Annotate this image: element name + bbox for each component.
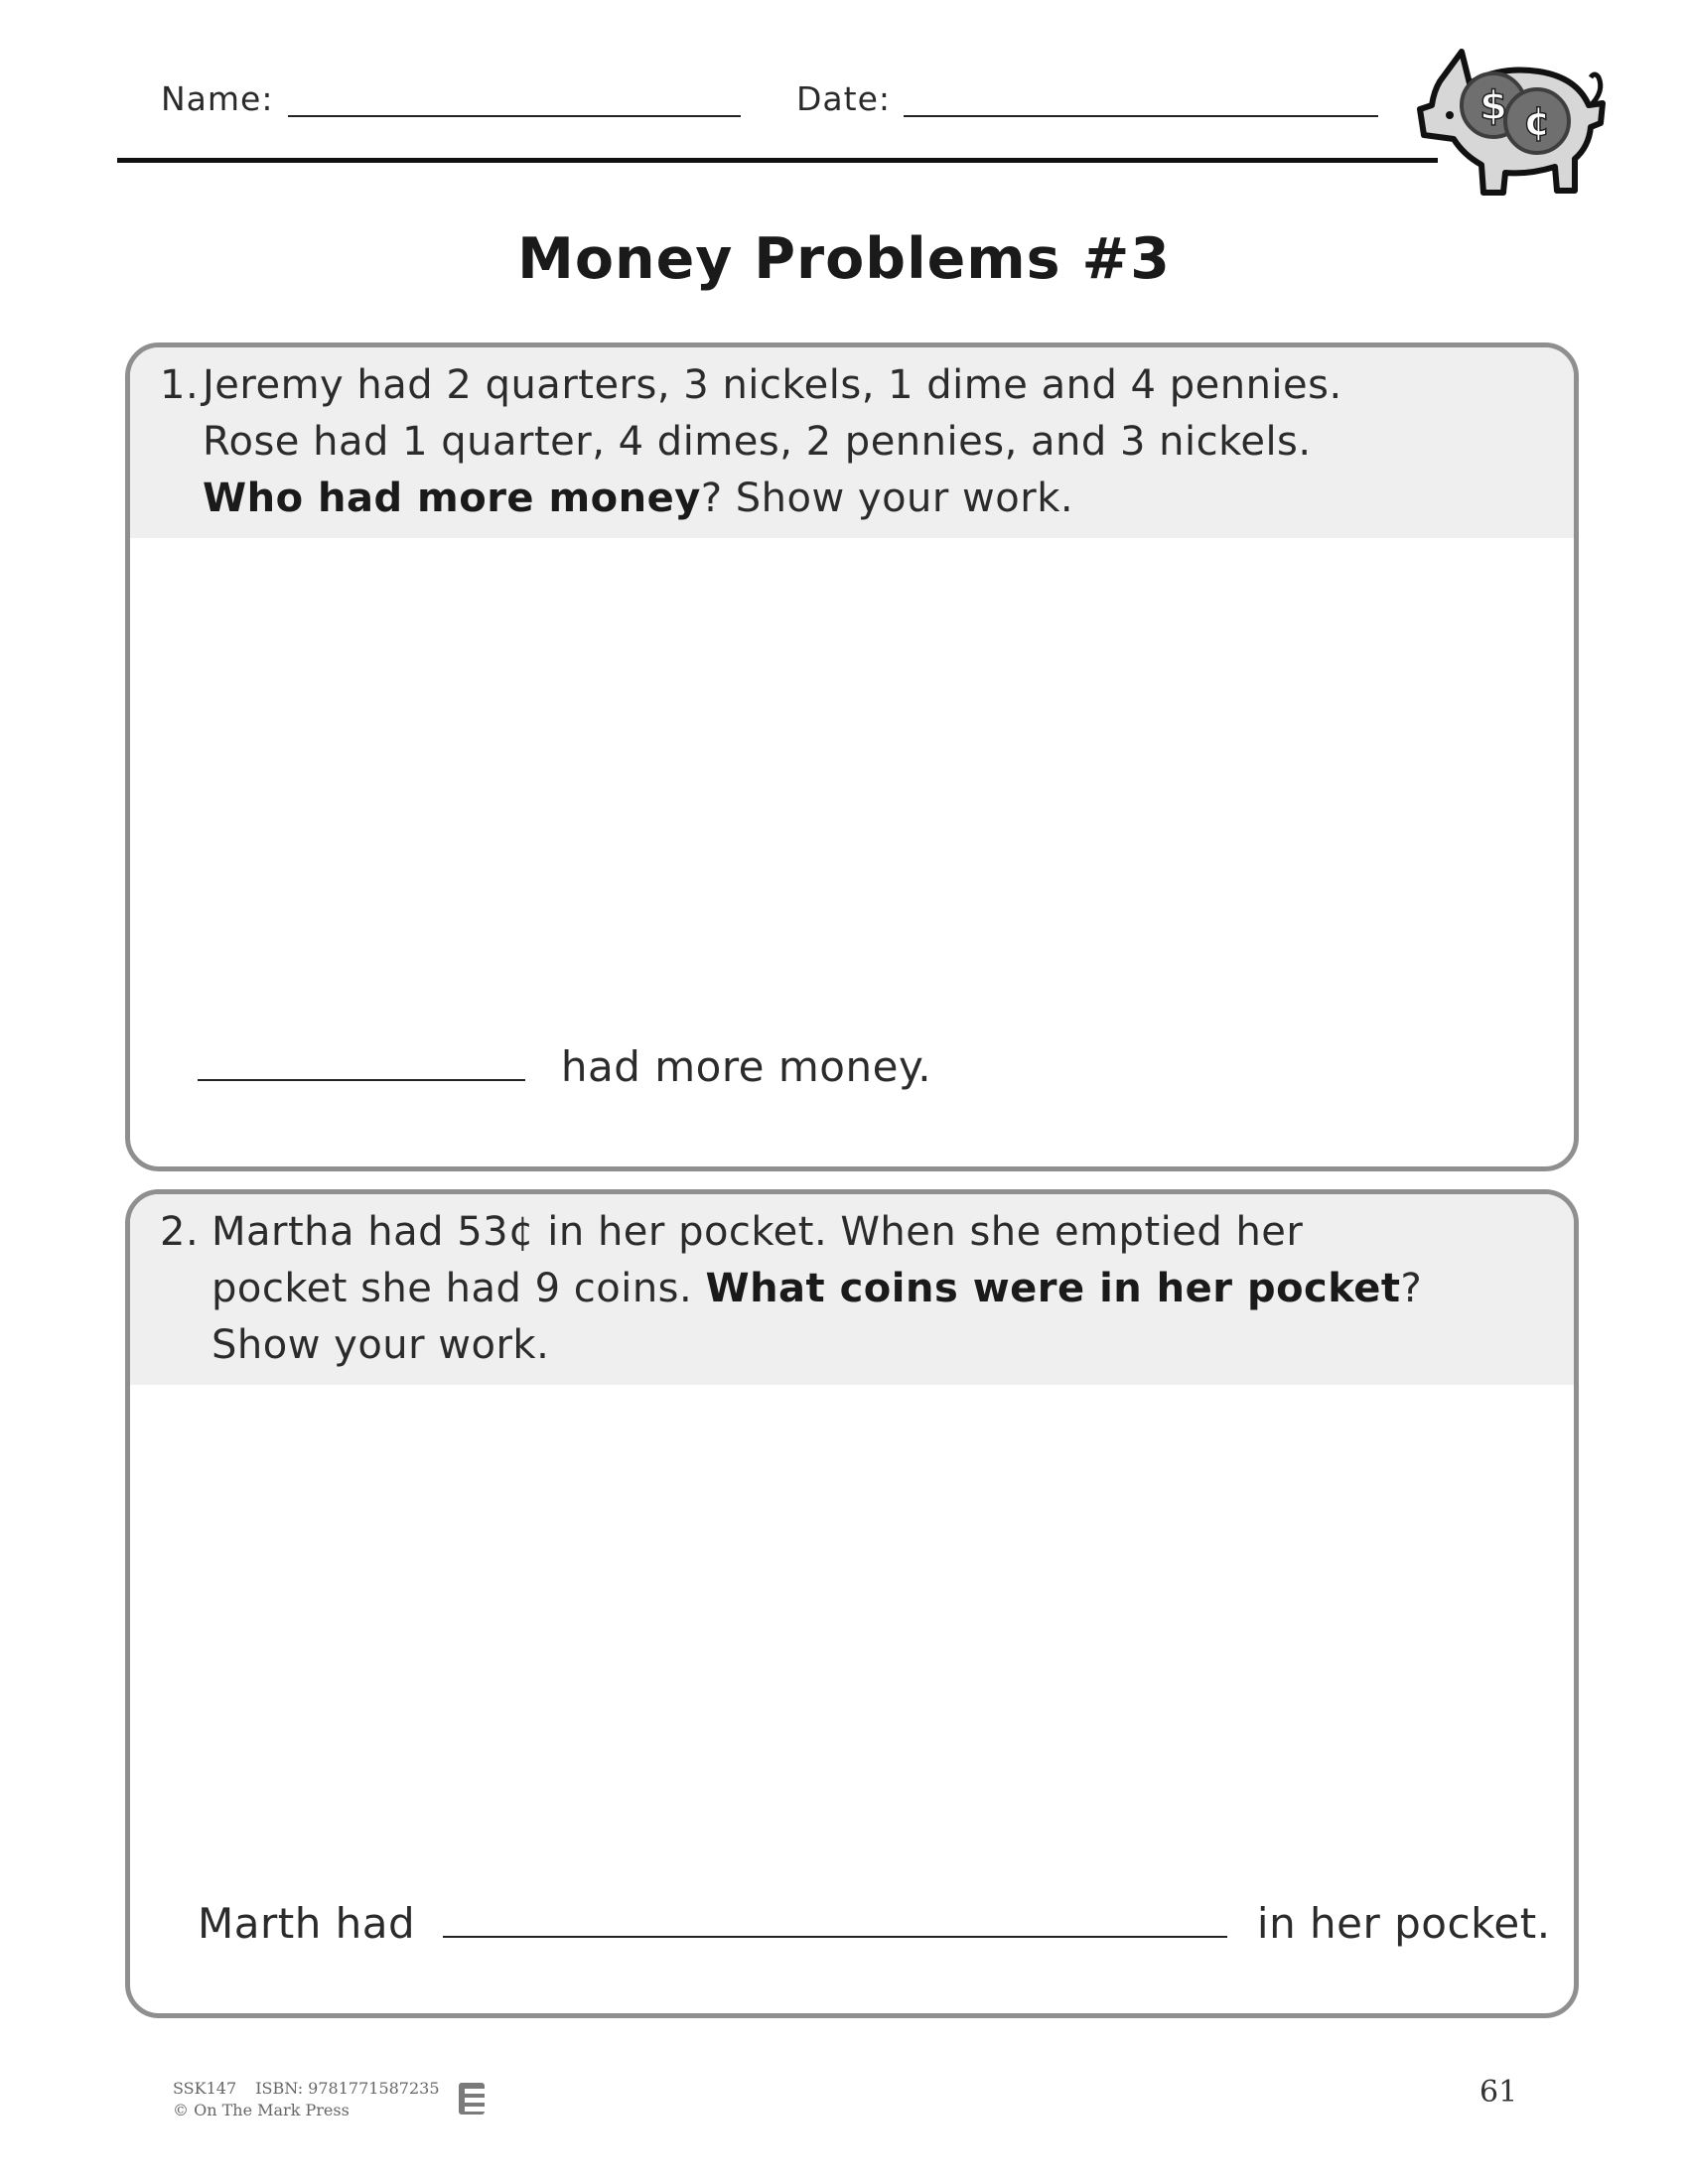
question-text: Martha had 53¢ in her pocket. When she emptied her — [211, 1209, 1304, 1255]
question-line — [203, 414, 1342, 471]
page-number: 61 — [1479, 2075, 1518, 2110]
problem-1-answer — [198, 1042, 931, 1091]
problem-card-1 — [125, 342, 1579, 1171]
problem-1-answer-blank[interactable] — [198, 1079, 525, 1081]
problem-2-question — [211, 1204, 1422, 1374]
footer-isbn: ISBN: 9781771587235 — [255, 2079, 440, 2098]
piggy-bank-icon — [1410, 44, 1609, 203]
question-text: ? Show your work. — [700, 476, 1074, 521]
name-label: Name: — [161, 79, 274, 118]
question-line — [211, 1317, 1422, 1374]
problem-1-answer-suffix: had more money. — [560, 1042, 932, 1091]
problem-2-answer — [198, 1899, 1551, 1948]
question-text: Jeremy had 2 quarters, 3 nickels, 1 dime and 4 pennies. — [203, 362, 1342, 408]
question-text: Show your work. — [211, 1322, 550, 1368]
page-title: Money Problems #3 — [517, 226, 1171, 292]
problem-1-question — [203, 357, 1342, 527]
question-emphasis: Who had more money — [203, 476, 701, 521]
name-field[interactable] — [288, 115, 741, 117]
logo-dollar-sign: $ — [1479, 83, 1507, 129]
publisher-logo-icon — [455, 2079, 496, 2118]
footer-code: SSK147 — [173, 2079, 237, 2098]
question-emphasis: What coins were in her pocket — [705, 1266, 1401, 1311]
problem-1-number: 1. — [160, 362, 200, 408]
date-field[interactable] — [904, 115, 1378, 117]
header-rule — [117, 158, 1438, 163]
question-line — [211, 1204, 1422, 1261]
footer-copyright: © On The Mark Press — [173, 2101, 350, 2119]
question-line — [211, 1261, 1422, 1317]
problem-2-answer-blank[interactable] — [443, 1936, 1227, 1938]
question-line — [203, 471, 1342, 527]
problem-2-number: 2. — [160, 1209, 200, 1255]
question-line — [203, 357, 1342, 414]
problem-2-answer-suffix: in her pocket. — [1256, 1899, 1551, 1948]
logo-cent-sign: ¢ — [1523, 99, 1551, 145]
question-text: pocket she had 9 coins. — [211, 1266, 706, 1311]
date-label: Date: — [796, 79, 891, 118]
problem-card-2 — [125, 1189, 1579, 2018]
problem-2-answer-prefix: Marth had — [198, 1899, 416, 1948]
footer-codes — [173, 2079, 440, 2098]
question-text: ? — [1400, 1266, 1423, 1311]
question-text: Rose had 1 quarter, 4 dimes, 2 pennies, and 3 nickels. — [203, 419, 1312, 465]
